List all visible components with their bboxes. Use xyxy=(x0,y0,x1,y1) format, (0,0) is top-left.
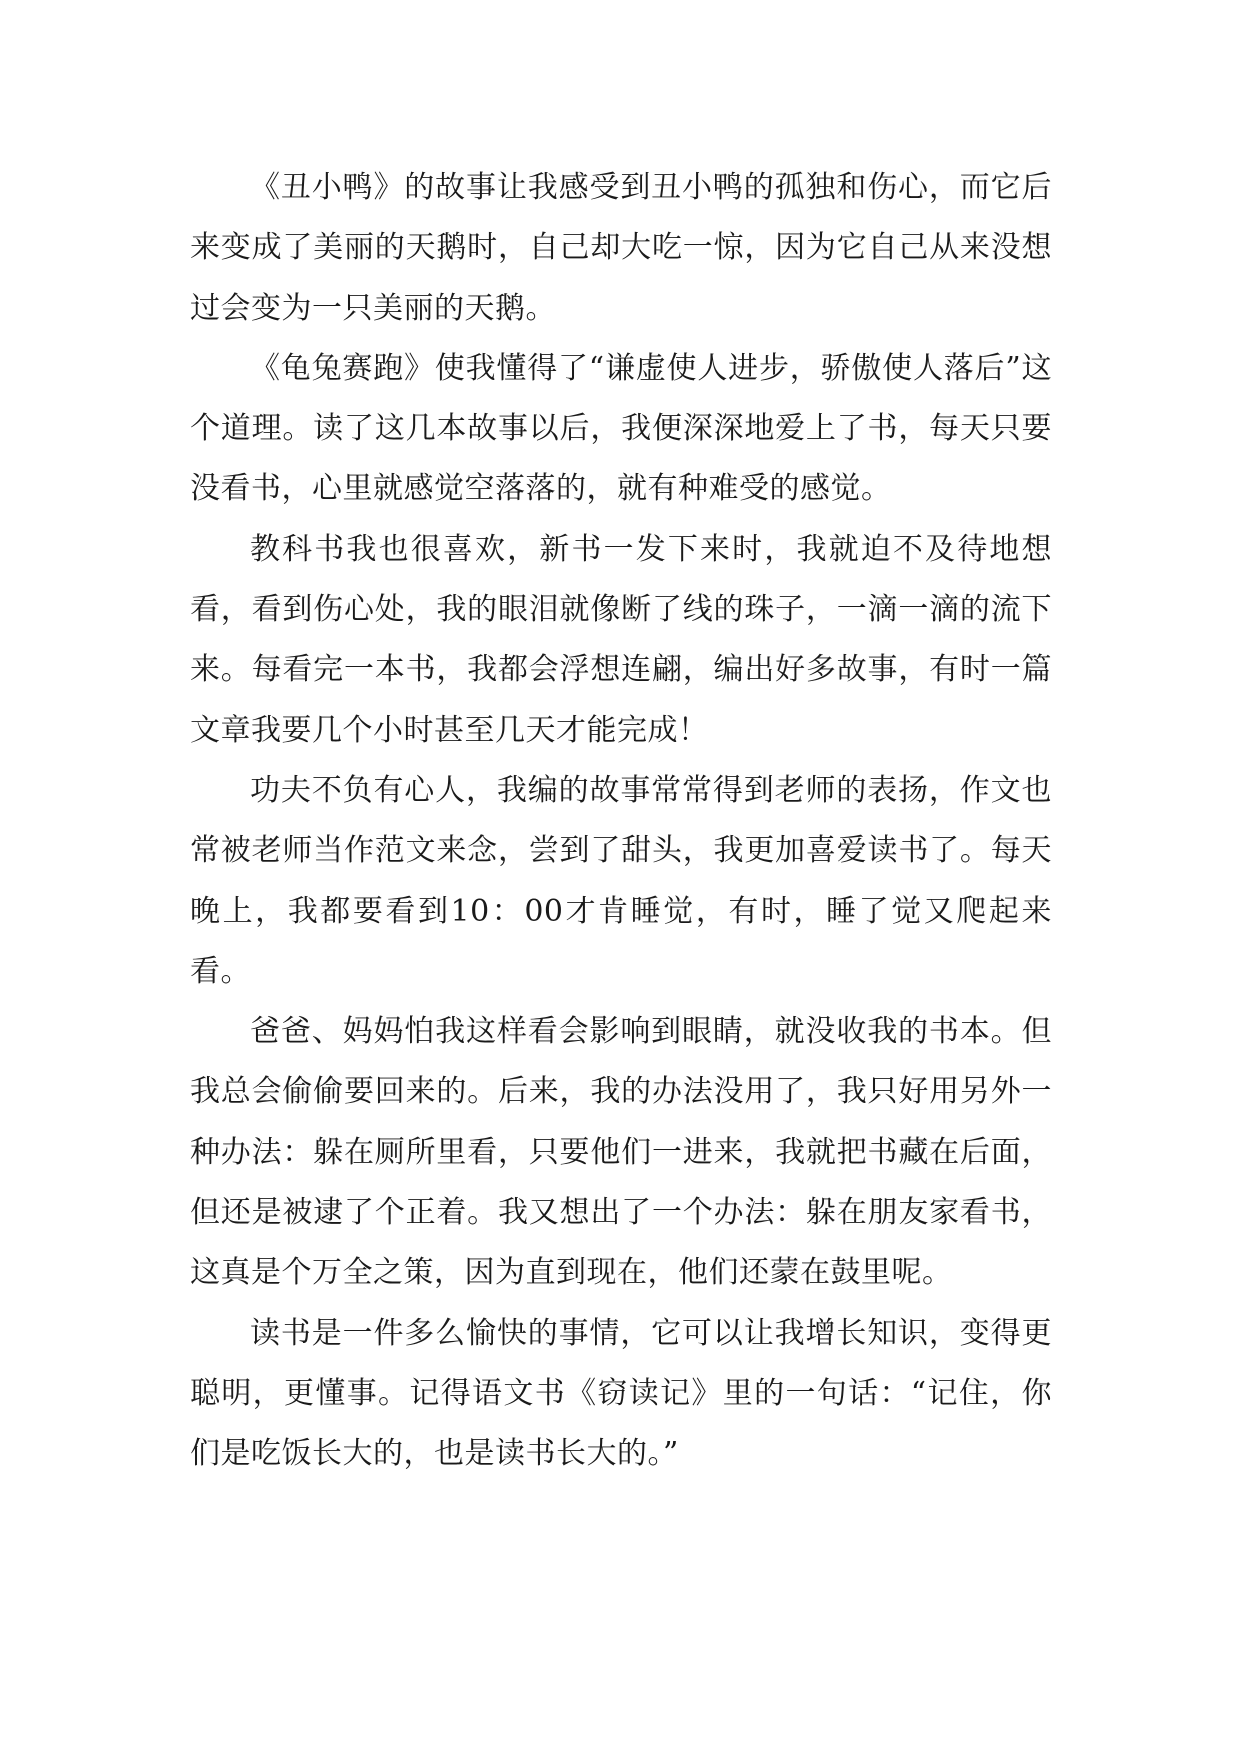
paragraph-textbooks: 教科书我也很喜欢，新书一发下来时，我就迫不及待地想看，看到伤心处，我的眼泪就像断了线的珠子，一滴一滴的流下来。每看完一本书，我都会浮想连翩，编出好多故事，有时一篇文章我要几个小时甚至几天才能完成！ xyxy=(190,531,1052,748)
paragraph-ugly-duckling: 《丑小鸭》的故事让我感受到丑小鸭的孤独和伤心，而它后来变成了美丽的天鹅时，自己却大吃一惊，因为它自己从来没想过会变为一只美丽的天鹅。 xyxy=(190,170,1052,326)
paragraph-reading-joy: 读书是一件多么愉快的事情，它可以让我增长知识，变得更聪明，更懂事。记得语文书《窃读记》里的一句话：“记住，你们是吃饭长大的，也是读书长大的。” xyxy=(190,1315,1052,1472)
paragraph-hard-work: 功夫不负有心人，我编的故事常常得到老师的表扬，作文也常被老师当作范文来念，尝到了甜头，我更加喜爱读书了。每天晚上，我都要看到10：00才肯睡觉，有时，睡了觉又爬起来看。 xyxy=(190,772,1052,989)
paragraph-parents: 爸爸、妈妈怕我这样看会影响到眼睛，就没收我的书本。但我总会偷偷要回来的。后来，我的办法没用了，我只好用另外一种办法：躲在厕所里看，只要他们一进来，我就把书藏在后面，但还是被逮了个正着。我又想出了一个办法：躲在朋友家看书，这真是个万全之策，因为直到现在，他们还蒙在鼓里呢。 xyxy=(190,1014,1052,1291)
paragraph-tortoise-hare: 《龟兔赛跑》使我懂得了“谦虚使人进步，骄傲使人落后”这个道理。读了这几本故事以后，我便深深地爱上了书，每天只要没看书，心里就感觉空落落的，就有种难受的感觉。 xyxy=(190,350,1052,507)
document-body xyxy=(190,158,1052,1485)
